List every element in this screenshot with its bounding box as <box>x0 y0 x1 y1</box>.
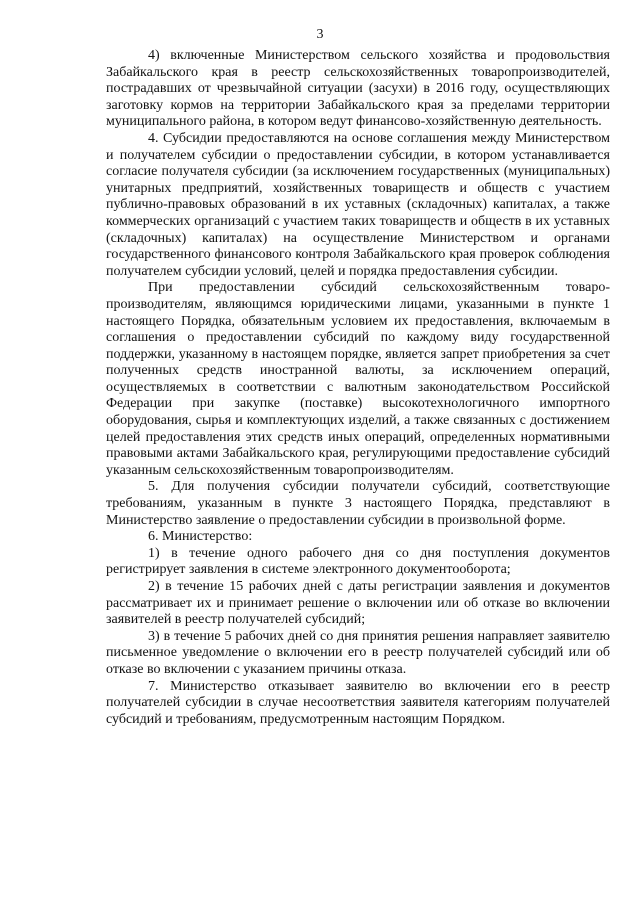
paragraph-item-4-registry: 4) включенные Министерством сельского хозяйства и продовольствия Забайкальского края в реестр сельскохозяйственных товаропроизводителей, пострадавших от чрезвычайной ситуации (засухи) в 2016 году, осуществляющих заготовку кормов на территории Забайкальского края за пределами территории муниципального района, в котором ведут финансово-хозяйственную деятельность. <box>106 48 610 130</box>
paragraph-clause-6-item-2: 2) в течение 15 рабочих дней с даты регистрации заявления и документов рассматривает их и принимает решение о включении или об отказе во включении заявителей в реестр получателей субсидий; <box>106 579 610 628</box>
paragraph-clause-6-heading: 6. Министерство: <box>148 529 253 545</box>
page-number: 3 <box>316 27 324 42</box>
paragraph-clause-5-application: 5. Для получения субсидии получатели субсидий, соответствующие требованиям, указанным в пункте 3 настоящего Порядка, представляют в Министерство заявление о предоставлении субсидии в произвольной форме. <box>106 479 610 528</box>
paragraph-clause-6-item-3: 3) в течение 5 рабочих дней со дня принятия решения направляет заявителю письменное уведомление о включении его в реестр получателей субсидий или об отказе во включении с указанием причины отказа. <box>106 628 610 677</box>
document-body <box>106 48 610 728</box>
paragraph-clause-7-refusal: 7. Министерство отказывает заявителю во включении его в реестр получателей субсидии в случае несоответствия заявителя категориям получателей субсидий и требованиям, предусмотренным настоящим Порядком. <box>106 678 610 727</box>
paragraph-clause-4-agreement: 4. Субсидии предоставляются на основе соглашения между Министерством и получателем субсидии о предоставлении субсидии, в котором устанавливается согласие получателя субсидии (за исключением государственных (муниципальных) унитарных предприятий, хозяйственных товариществ и обществ с участием публично-правовых образований в их уставных (складочных) капиталах, а также коммерческих организаций с участием таких товариществ и обществ в их уставных (складочных) капиталах) на осуществление Министерством и органами государственного финансового контроля Забайкальского края проверок соблюдения получателем субсидии условий, целей и порядка предоставления субсидии. <box>106 130 610 279</box>
paragraph-currency-restriction: При предоставлении субсидий сельскохозяйственным товаро-производителям, являющимся юридическими лицами, указанными в пункте 1 настоящего Порядка, обязательным условием их предоставления, включаемым в соглашения о предоставлении субсидий по каждому виду государственной поддержки, указанному в настоящем порядке, является запрет приобретения за счет полученных средств иностранной валюты, за исключением операций, осуществляемых в соответствии с валютным законодательством Российской Федерации при закупке (поставке) высокотехнологичного импортного оборудования, сырья и комплектующих изделий, а также связанных с достижением целей предоставления этих средств иных операций, определенных нормативными правовыми актами Забайкальского края, регулирующими предоставление субсидий указанным сельскохозяйственным товаропроизводителям. <box>106 280 610 478</box>
paragraph-clause-6-item-1: 1) в течение одного рабочего дня со дня поступления документов регистрирует заявления в системе электронного документооборота; <box>106 545 610 578</box>
